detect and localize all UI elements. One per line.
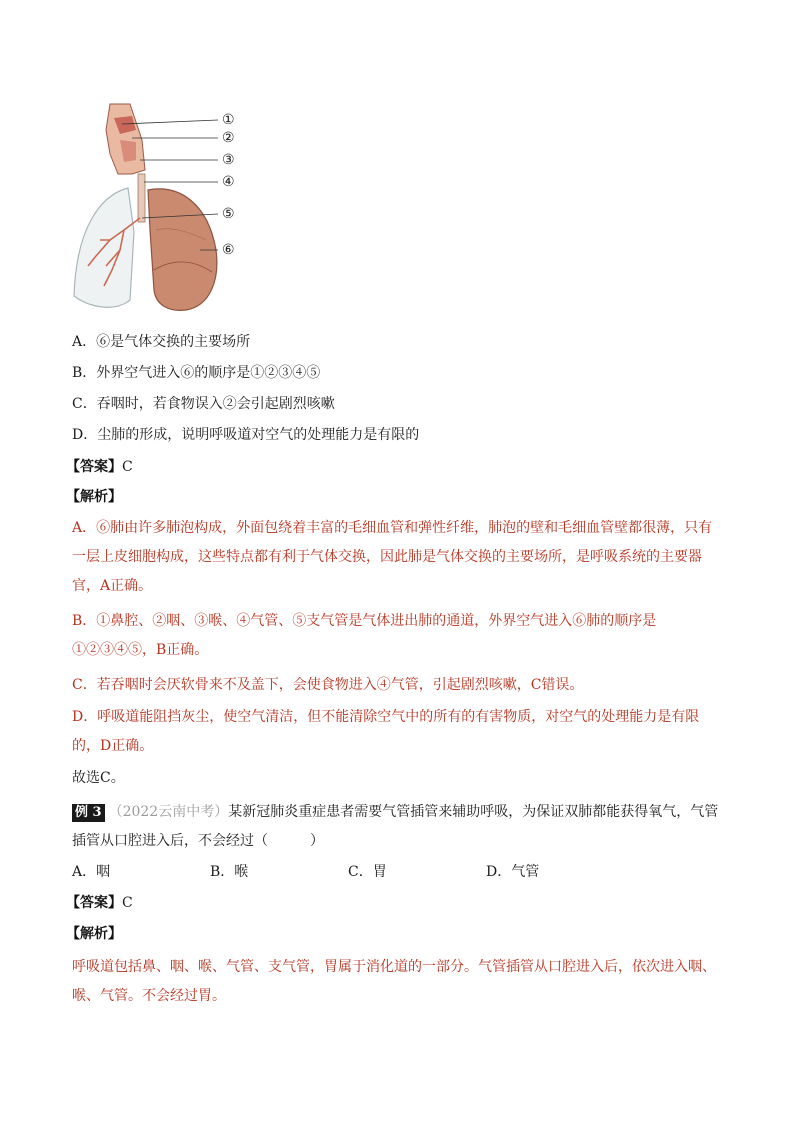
figure-label-3: ③ xyxy=(222,152,235,168)
q2-option-c: C．胃 xyxy=(348,864,387,880)
answer-label: 【答案】 xyxy=(66,459,122,475)
figure-label-5: ⑤ xyxy=(222,206,235,222)
q1-analysis-c: C．若吞咽时会厌软骨来不及盖下，会使食物进入④气管，引起剧烈咳嗽，C错误。 xyxy=(72,677,584,693)
q2-option-a: A．咽 xyxy=(72,864,111,880)
answer-value: C xyxy=(122,459,133,475)
q1-analysis-label: 【解析】 xyxy=(66,489,122,505)
q1-option-d: D．尘肺的形成，说明呼吸道对空气的处理能力是有限的 xyxy=(72,427,420,443)
question-text: 某新冠肺炎重症患者需要气管插管来辅助呼吸，为保证双肺都能获得氧气，气管插管从口腔进入后，不会经过（ ） xyxy=(72,804,719,849)
q1-analysis-b: B．①鼻腔、②咽、③喉、④气管、⑤支气管是气体进出肺的通道，外界空气进入⑥肺的顺序是①②③④⑤，B正确。 xyxy=(72,613,657,658)
q1-conclusion: 故选C。 xyxy=(72,770,125,786)
q2-option-b: B．喉 xyxy=(210,864,249,880)
q2-option-d: D．气管 xyxy=(486,864,540,880)
figure-label-1: ① xyxy=(222,112,235,128)
q1-option-c: C．吞咽时，若食物误入②会引起剧烈咳嗽 xyxy=(72,396,335,412)
q1-answer xyxy=(66,457,133,477)
q1-analysis-a: A．⑥肺由许多肺泡构成，外面包绕着丰富的毛细血管和弹性纤维，肺泡的壁和毛细血管壁都很薄，只有一层上皮细胞构成，这些特点都有利于气体交换，因此肺是气体交换的主要场所，是呼吸系统的主要器官，A正确。 xyxy=(72,520,713,594)
q2-answer xyxy=(66,893,133,913)
respiratory-system-figure xyxy=(70,100,250,316)
q2-stem xyxy=(72,798,724,856)
answer-value: C xyxy=(122,895,133,911)
question-source: （2022云南中考） xyxy=(108,804,229,820)
figure-label-4: ④ xyxy=(222,174,235,190)
figure-label-6: ⑥ xyxy=(222,242,235,258)
figure-label-2: ② xyxy=(222,130,235,146)
q1-option-a: A．⑥是气体交换的主要场所 xyxy=(72,334,251,350)
q2-analysis-label: 【解析】 xyxy=(66,926,122,942)
example-label: 例 3 xyxy=(72,804,105,822)
q1-option-b: B．外界空气进入⑥的顺序是①②③④⑤ xyxy=(72,365,321,381)
answer-label: 【答案】 xyxy=(66,895,122,911)
q1-analysis-d: D．呼吸道能阻挡灰尘，使空气清洁，但不能清除空气中的所有的有害物质，对空气的处理能力是有限的，D正确。 xyxy=(72,709,700,754)
q2-analysis: 呼吸道包括鼻、咽、喉、气管、支气管，胃属于消化道的一部分。气管插管从口腔进入后，依次进入咽、喉、气管。不会经过胃。 xyxy=(72,959,716,1004)
